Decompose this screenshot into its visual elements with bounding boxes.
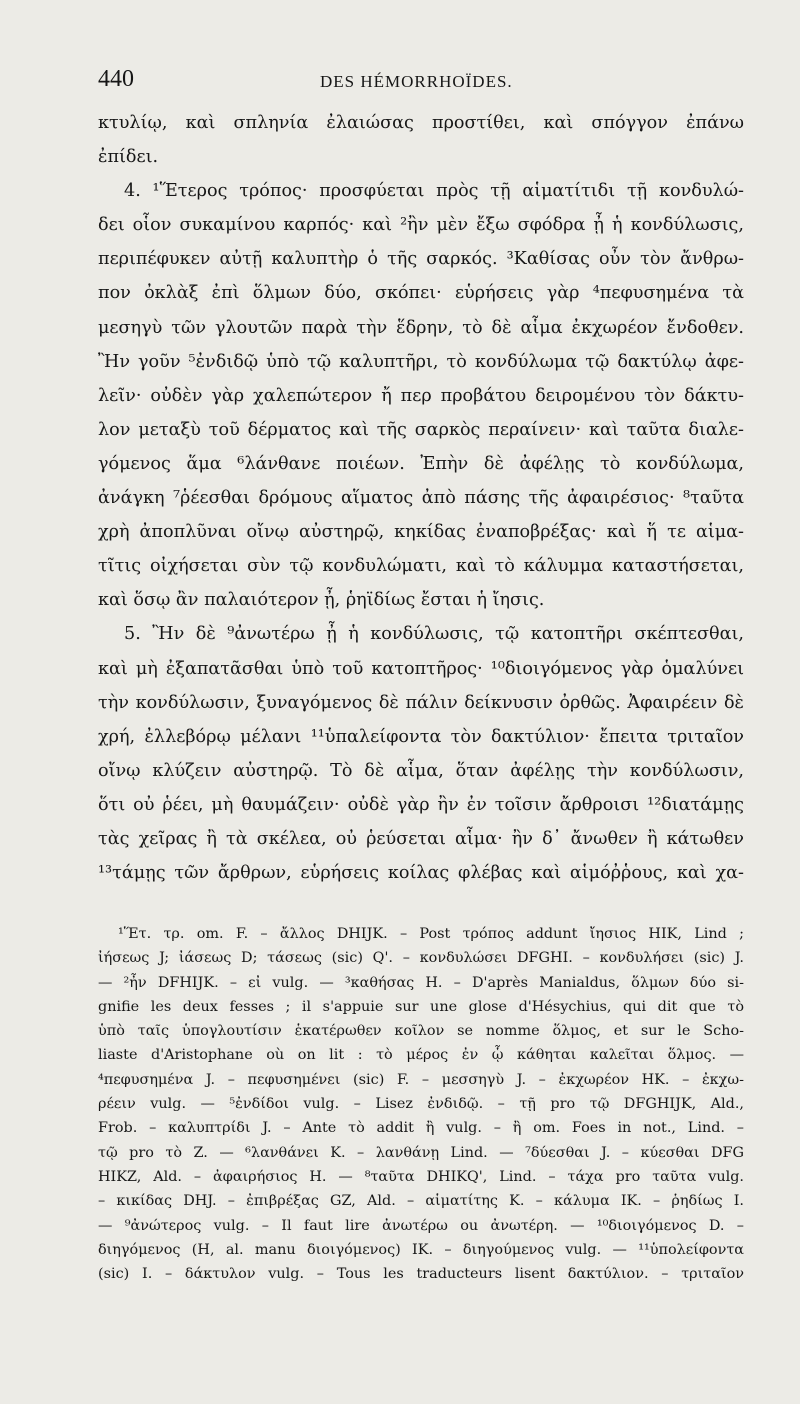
main-text bbox=[98, 106, 744, 890]
footnotes bbox=[98, 922, 744, 1286]
text-line: κτυλίῳ, καὶ σπληνία ἐλαιώσας προστίθει, καὶ σπόγγον ἐπάνω bbox=[98, 113, 744, 133]
footnote-line: HIKZ, Ald. – ἀφαιρήσιος H. — ⁸ταῦτα DHIKQ', Lind. – τάχα pro ταῦτα vulg. bbox=[98, 1168, 744, 1185]
text-line: καὶ ὅσῳ ἂν παλαιότερον ᾖ, ῥηϊδίως ἔσται ἡ ἴησις. bbox=[98, 590, 545, 611]
footnote-line: Frob. – καλυπτρίδι J. – Ante τὸ addit ἢ vulg. – ἢ om. Foes in not., Lind. – bbox=[98, 1120, 744, 1137]
footnote-line: – κικίδας DHJ. – ἐπιβρέξας GZ, Ald. – αἱματίτης K. – κάλυμα IK. – ῥηδίως I. bbox=[98, 1193, 744, 1210]
text-line: λεῖν· οὐδὲν γὰρ χαλεπώτερον ἤ περ προβάτου δειρομένου τὸν δάκτυ- bbox=[98, 385, 744, 406]
text-line: ἀνάγκη ⁷ῥέεσθαι δρόμους αἵματος ἀπὸ πάσης τῆς ἀφαιρέσιος· ⁸ταῦτα bbox=[98, 488, 744, 509]
footnote-line: — ²ἦν DFHIJK. – εἰ vulg. — ³καθήσας H. – D'après Manialdus, ὅλμων δύο si- bbox=[98, 974, 744, 991]
text-line: 5. Ἢν δὲ ⁹ἀνωτέρω ᾖ ἡ κονδύλωσις, τῷ κατοπτῆρι σκέπτεσθαι, bbox=[124, 624, 744, 645]
text-line: τὴν κονδύλωσιν, ξυναγόμενος δὲ πάλιν δείκνυσιν ὀρθῶς. Ἀφαιρέειν δὲ bbox=[98, 692, 744, 713]
footnote-line: gnifie les deux fesses ; il s'appuie sur une glose d'Hésychius, qui dit que τὸ bbox=[98, 998, 744, 1015]
text-line: τῖτις οἰχήσεται σὺν τῷ κονδυλώματι, καὶ τὸ κάλυμμα καταστήσεται, bbox=[98, 556, 744, 577]
text-line: χρή, ἐλλεβόρῳ μέλανι ¹¹ὑπαλείφοντα τὸν δακτύλιον· ἔπειτα τριταῖον bbox=[98, 726, 744, 747]
text-line: 4. ¹Ἕτερος τρόπος· προσφύεται πρὸς τῇ αἱματίτιδι τῇ κονδυλώ- bbox=[124, 181, 744, 202]
footnote-line: liaste d'Aristophane où on lit : τὸ μέρος ἐν ᾧ κάθηται καλεῖται ὅλμος. — bbox=[98, 1047, 744, 1064]
footnote-line: ⁴πεφυσημένα J. – πεφυσημένει (sic) F. – μεσσηγὺ J. – ἐκχωρέον HK. – ἐκχω- bbox=[98, 1071, 744, 1088]
footnote-line: ρέειν vulg. — ⁵ἐνδίδοι vulg. – Lisez ἐνδιδῷ. – τῇ pro τῷ DFGHIJK, Ald., bbox=[98, 1096, 744, 1113]
text-line: καὶ μὴ ἐξαπατᾶσθαι ὑπὸ τοῦ κατοπτῆρος· ¹⁰διοιγόμενος γὰρ ὁμαλύνει bbox=[98, 658, 744, 679]
text-line: λον μεταξὺ τοῦ δέρματος καὶ τῆς σαρκὸς περαίνειν· καὶ ταῦτα διαλε- bbox=[98, 419, 744, 440]
footnote-line: τῷ pro τὸ Z. — ⁶λανθάνει K. – λανθάνῃ Lind. — ⁷δύεσθαι J. – κύεσθαι DFG bbox=[98, 1144, 744, 1161]
footnote-line: ¹Ἕτ. τρ. om. F. – ἄλλος DHIJK. – Post τρόπος addunt ἴησιος HIK, Lind ; bbox=[118, 926, 744, 942]
text-line: γόμενος ἅμα ⁶λάνθανε ποιέων. Ἐπὴν δὲ ἀφέλῃς τὸ κονδύλωμα, bbox=[98, 453, 744, 474]
footnote-line: ἰήσεως J; ἰάσεως D; τάσεως (sic) Q'. – κονδυλώσει DFGHI. – κονδυλήσει (sic) J. bbox=[98, 950, 744, 967]
page-number: 440 bbox=[98, 66, 134, 92]
text-line: οἴνῳ κλύζειν αὐστηρῷ. Τὸ δὲ αἷμα, ὅταν ἀφέλῃς τὴν κονδύλωσιν, bbox=[98, 760, 744, 781]
text-line: πον ὀκλὰξ ἐπὶ ὅλμων δύο, σκόπει· εὑρήσεις γὰρ ⁴πεφυσημένα τὰ bbox=[98, 283, 744, 304]
text-line: ἐπίδει. bbox=[98, 147, 159, 168]
running-header bbox=[98, 66, 748, 102]
text-line: περιπέφυκεν αὐτῇ καλυπτὴρ ὁ τῆς σαρκός. ³Καθίσας οὖν τὸν ἄνθρω- bbox=[98, 249, 744, 270]
text-line: ὅτι οὐ ῥέει, μὴ θαυμάζειν· οὐδὲ γὰρ ἢν ἐν τοῖσιν ἄρθροισι ¹²διατάμῃς bbox=[98, 794, 744, 815]
footnote-line: ὑπὸ ταῖς ὑπογλουτίσιν ἑκατέρωθεν κοῖλον se nomme ὅλμος, et sur le Scho- bbox=[98, 1023, 744, 1040]
footnote-line: (sic) I. – δάκτυλον vulg. – Tous les traducteurs lisent δακτύλιον. – τριταῖον bbox=[98, 1266, 744, 1283]
text-line: Ἢν γοῦν ⁵ἐνδιδῷ ὑπὸ τῷ καλυπτῆρι, τὸ κονδύλωμα τῷ δακτύλῳ ἀφε- bbox=[98, 351, 744, 372]
text-line: δει οἷον συκαμίνου καρπός· καὶ ²ἢν μὲν ἔξω σφόδρα ᾖ ἡ κονδύλωσις, bbox=[98, 215, 744, 236]
text-line: ¹³τάμῃς τῶν ἄρθρων, εὑρήσεις κοίλας φλέβας καὶ αἱμόῤῥους, καὶ χα- bbox=[98, 863, 744, 884]
running-title: DES HÉMORRHOÏDES. bbox=[320, 72, 513, 91]
text-line: μεσηγὺ τῶν γλουτῶν παρὰ τὴν ἕδρην, τὸ δὲ αἷμα ἐκχωρέον ἔνδοθεν. bbox=[98, 317, 744, 338]
footnote-line: — ⁹ἀνώτερος vulg. – Il faut lire ἀνωτέρω ou ἀνωτέρη. — ¹⁰διοιγόμενος D. – bbox=[98, 1217, 744, 1234]
text-line: τὰς χεῖρας ἢ τὰ σκέλεα, οὐ ῥεύσεται αἷμα· ἢν δ᾽ ἄνωθεν ἢ κάτωθεν bbox=[98, 828, 744, 849]
text-line: χρὴ ἀποπλῦναι οἴνῳ αὐστηρῷ, κηκίδας ἐναποβρέξας· καὶ ἥ τε αἱμα- bbox=[98, 522, 744, 543]
footnote-line: διηγόμενος (H, al. manu διοιγόμενος) IK. – διηγούμενος vulg. — ¹¹ὑπολείφοντα bbox=[98, 1241, 744, 1258]
